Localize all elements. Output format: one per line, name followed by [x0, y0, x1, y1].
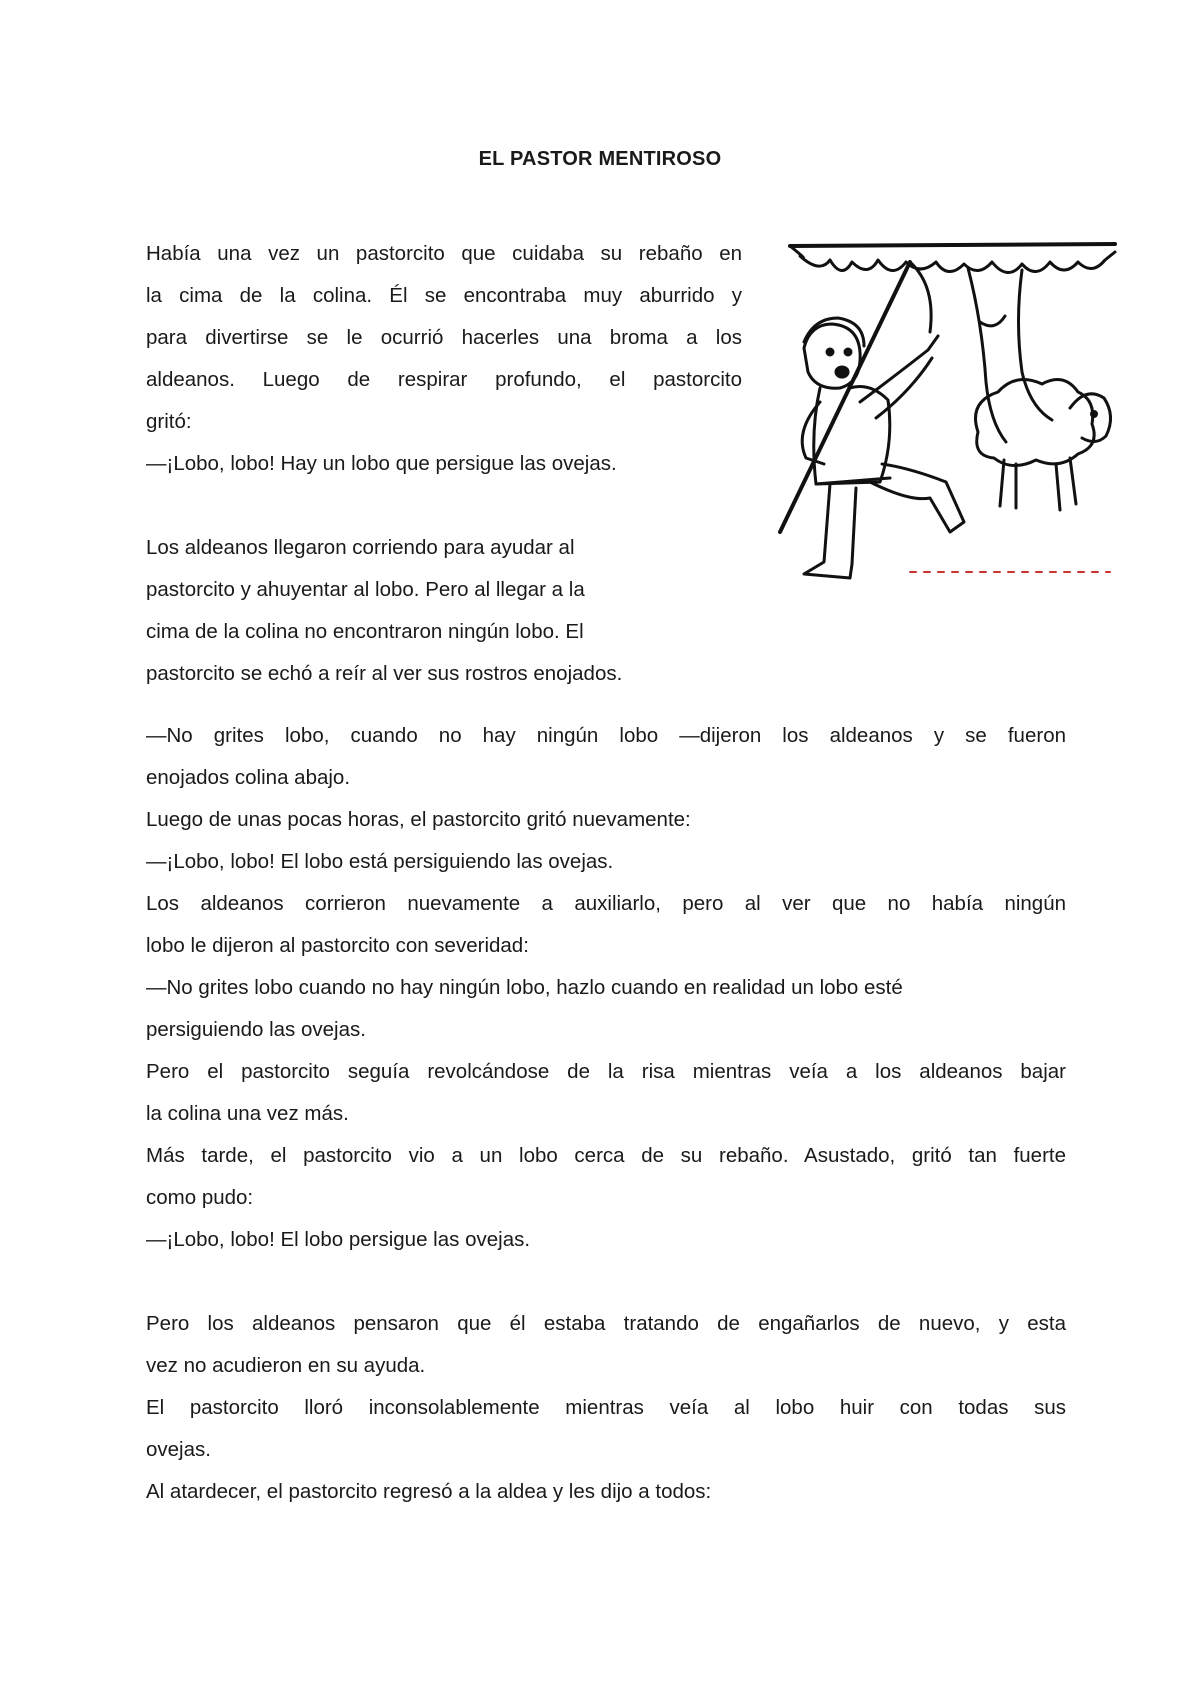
text-line: persiguiendo las ovejas. — [146, 1018, 366, 1041]
text-line: Los aldeanos llegaron corriendo para ayudar al — [146, 536, 575, 559]
text-line: vez no acudieron en su ayuda. — [146, 1354, 426, 1377]
text-line: la cima de la colina. Él se encontraba muy aburrido y — [146, 284, 742, 307]
text-line: —¡Lobo, lobo! Hay un lobo que persigue las ovejas. — [146, 452, 617, 475]
text-line: ovejas. — [146, 1438, 211, 1461]
text-line: —No grites lobo, cuando no hay ningún lobo —dijeron los aldeanos y se fueron — [146, 724, 1066, 747]
text-line: gritó: — [146, 410, 192, 433]
text-line: lobo le dijeron al pastorcito con severidad: — [146, 934, 529, 957]
page-title: EL PASTOR MENTIROSO — [478, 148, 722, 170]
text-line: Pero los aldeanos pensaron que él estaba tratando de engañarlos de nuevo, y esta — [146, 1312, 1066, 1335]
text-line: —¡Lobo, lobo! El lobo está persiguiendo las ovejas. — [146, 850, 614, 873]
text-line: Luego de unas pocas horas, el pastorcito gritó nuevamente: — [146, 808, 691, 831]
text-line: Había una vez un pastorcito que cuidaba su rebaño en — [146, 242, 742, 265]
story-body — [146, 715, 1066, 1513]
text-line: para divertirse se le ocurrió hacerles una broma a los — [146, 326, 742, 349]
text-line: enojados colina abajo. — [146, 766, 351, 789]
text-line: Los aldeanos corrieron nuevamente a auxiliarlo, pero al ver que no había ningún — [146, 892, 1066, 915]
text-line: cima de la colina no encontraron ningún lobo. El — [146, 620, 584, 643]
text-line: —No grites lobo cuando no hay ningún lobo, hazlo cuando en realidad un lobo esté — [146, 976, 903, 999]
blank-line — [146, 485, 742, 527]
text-line: como pudo: — [146, 1186, 254, 1209]
text-line: Más tarde, el pastorcito vio a un lobo cerca de su rebaño. Asustado, gritó tan fuerte — [146, 1144, 1066, 1167]
text-line: —¡Lobo, lobo! El lobo persigue las ovejas. — [146, 1228, 531, 1251]
text-line: la colina una vez más. — [146, 1102, 349, 1125]
text-line: pastorcito se echó a reír al ver sus rostros enojados. — [146, 662, 623, 685]
text-line: pastorcito y ahuyentar al lobo. Pero al llegar a la — [146, 578, 585, 601]
text-line: Al atardecer, el pastorcito regresó a la aldea y les dijo a todos: — [146, 1480, 712, 1503]
text-line: El pastorcito lloró inconsolablemente mientras veía al lobo huir con todas sus — [146, 1396, 1066, 1419]
text-line: Pero el pastorcito seguía revolcándose de la risa mientras veía a los aldeanos bajar — [146, 1060, 1066, 1083]
text-line: aldeanos. Luego de respirar profundo, el pastorcito — [146, 368, 742, 391]
intro-paragraphs — [146, 233, 742, 695]
shepherd-boy-and-sheep-icon — [760, 232, 1120, 607]
blank-line — [146, 1261, 1066, 1303]
